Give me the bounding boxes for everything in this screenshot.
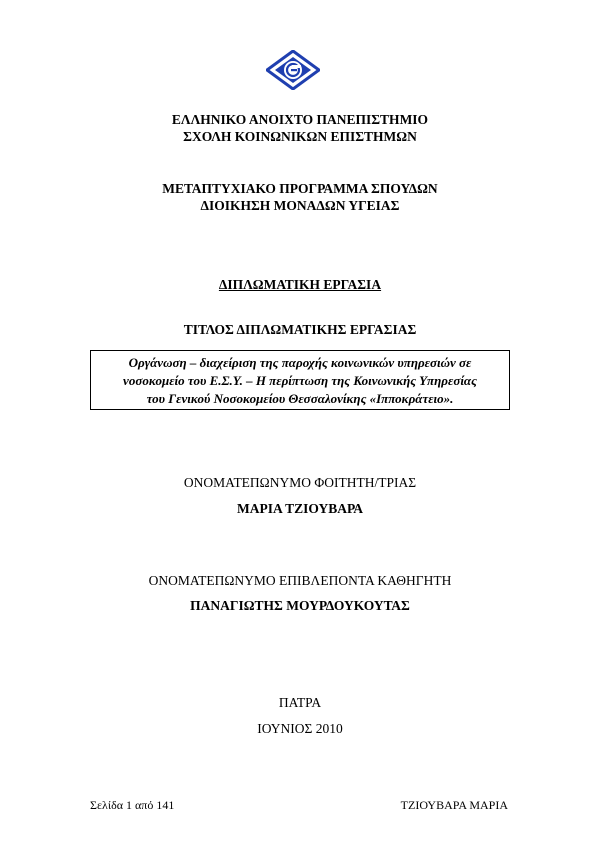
university-logo xyxy=(266,50,320,90)
thesis-title-line: Οργάνωση – διαχείριση της παροχής κοινωνικών υπηρεσιών σε xyxy=(128,355,472,370)
program-heading xyxy=(0,180,600,214)
page-number: Σελίδα 1 από 141 xyxy=(90,798,175,812)
thesis-title-line: του Γενικού Νοσοκομείου Θεσσαλονίκης «Ιπποκράτειο». xyxy=(146,391,454,406)
footer-author: ΤΖΙΟΥΒΑΡΑ ΜΑΡΙΑ xyxy=(400,798,508,812)
thesis-type-label: ΔΙΠΛΩΜΑΤΙΚΗ ΕΡΓΑΣΙΑ xyxy=(218,277,382,292)
thesis-title-box xyxy=(90,350,510,410)
thesis-title-heading: ΤΙΤΛΟΣ ΔΙΠΛΩΜΑΤΙΚΗΣ ΕΡΓΑΣΙΑΣ xyxy=(183,322,417,337)
program-name: ΜΕΤΑΠΤΥΧΙΑΚΟ ΠΡΟΓΡΑΜΜΑ ΣΠΟΥΔΩΝ xyxy=(162,181,438,196)
date: ΙΟΥΝΙΟΣ 2010 xyxy=(257,721,343,736)
student-label: ΟΝΟΜΑΤΕΠΩΝΥΜΟ ΦΟΙΤΗΤΗ/ΤΡΙΑΣ xyxy=(183,475,417,490)
thesis-title-line: νοσοκομείο του Ε.Σ.Υ. – Η περίπτωση της Κοινωνικής Υπηρεσίας xyxy=(123,373,477,388)
supervisor-label: ΟΝΟΜΑΤΕΠΩΝΥΜΟ ΕΠΙΒΛΕΠΟΝΤΑ ΚΑΘΗΓΗΤΗ xyxy=(148,573,452,588)
school-name: ΣΧΟΛΗ ΚΟΙΝΩΝΙΚΩΝ ΕΠΙΣΤΗΜΩΝ xyxy=(183,129,417,144)
place: ΠΑΤΡΑ xyxy=(278,695,322,710)
student-name: ΜΑΡΙΑ ΤΖΙΟΥΒΑΡΑ xyxy=(236,501,364,516)
program-field: ΔΙΟΙΚΗΣΗ ΜΟΝΑΔΩΝ ΥΓΕΙΑΣ xyxy=(200,198,400,213)
university-name: ΕΛΛΗΝΙΚΟ ΑΝΟΙΧΤΟ ΠΑΝΕΠΙΣΤΗΜΙΟ xyxy=(171,112,429,127)
university-heading xyxy=(0,111,600,145)
supervisor-name: ΠΑΝΑΓΙΩΤΗΣ ΜΟΥΡΔΟΥΚΟΥΤΑΣ xyxy=(190,598,410,613)
